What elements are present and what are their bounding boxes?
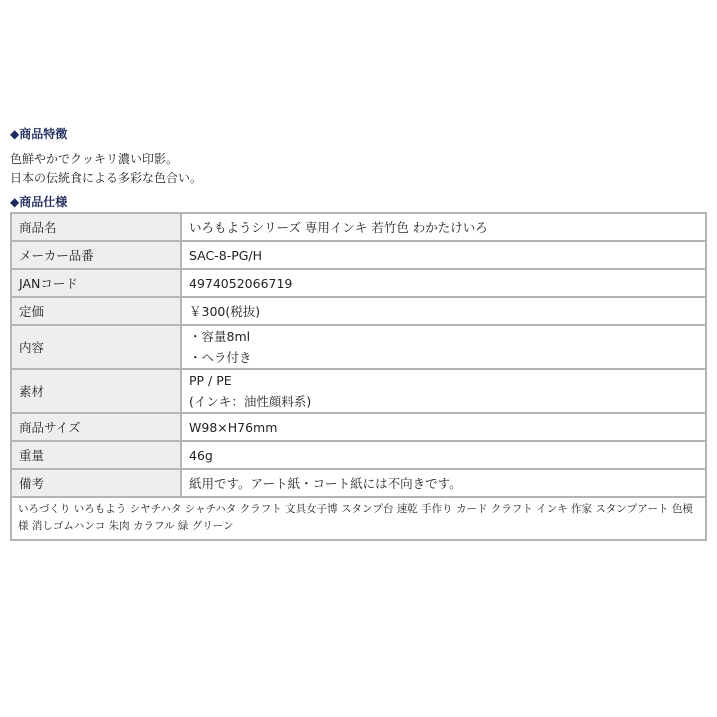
- spec-value: [181, 369, 706, 413]
- spec-row-weight: [11, 441, 706, 469]
- spec-label: 素材: [11, 369, 181, 413]
- spec-value: [181, 469, 706, 497]
- spec-value: [181, 413, 706, 441]
- spec-value-line: ￥300(税抜): [189, 303, 261, 319]
- spec-value-line: (インキ：油性顔料系): [189, 394, 312, 409]
- spec-row-jan-code: [11, 269, 706, 297]
- spec-label: 定価: [11, 297, 181, 325]
- spec-label: 内容: [11, 325, 181, 369]
- spec-row-product-name: [11, 213, 706, 241]
- spec-value-line: 紙用です。アート紙・コート紙には不向きです。: [189, 475, 462, 491]
- spec-row-contents: [11, 325, 706, 369]
- spec-label: 商品名: [11, 213, 181, 241]
- spec-row-price: [11, 297, 706, 325]
- product-detail: [10, 124, 707, 541]
- spec-value: [181, 325, 706, 369]
- spec-value-line: W98×H76mm: [189, 419, 278, 435]
- spec-value: [181, 241, 706, 269]
- features-heading: ◆商品特徴: [10, 127, 68, 141]
- spec-table: [10, 212, 707, 498]
- spec-value-line: いろもようシリーズ 専用インキ 若竹色 わかたけいろ: [189, 219, 488, 235]
- features-text: [10, 150, 707, 188]
- feature-line: 色鮮やかでクッキリ濃い印影。: [10, 152, 179, 166]
- spec-label: 重量: [11, 441, 181, 469]
- spec-row-remarks: [11, 469, 706, 497]
- spec-value: [181, 213, 706, 241]
- spec-value-line: SAC-8-PG/H: [189, 247, 263, 263]
- spec-row-size: [11, 413, 706, 441]
- spec-row-maker-code: [11, 241, 706, 269]
- spec-value: [181, 297, 706, 325]
- spec-value-line: 46g: [189, 447, 213, 463]
- spec-label: JANコード: [11, 269, 181, 297]
- spec-value: [181, 269, 706, 297]
- search-tags: いろづくり いろもよう シヤチハタ シャチハタ クラフト 文具女子博 スタンプ台 速乾 手作り カード クラフト インキ 作家 スタンプアート 色模様 消しゴムハンコ 朱肉 カラフル 緑 グリーン: [10, 498, 707, 541]
- spec-label: 備考: [11, 469, 181, 497]
- spec-value-line: 4974052066719: [189, 275, 293, 291]
- spec-heading: ◆商品仕様: [10, 195, 68, 209]
- spec-value-line: ・ヘラ付き: [189, 350, 252, 365]
- spec-row-material: [11, 369, 706, 413]
- spec-value-line: ・容量8ml: [189, 329, 251, 344]
- spec-label: 商品サイズ: [11, 413, 181, 441]
- spec-label: メーカー品番: [11, 241, 181, 269]
- spec-value: [181, 441, 706, 469]
- spec-value-line: PP / PE: [189, 373, 232, 388]
- feature-line: 日本の伝統食による多彩な色合い。: [10, 171, 203, 185]
